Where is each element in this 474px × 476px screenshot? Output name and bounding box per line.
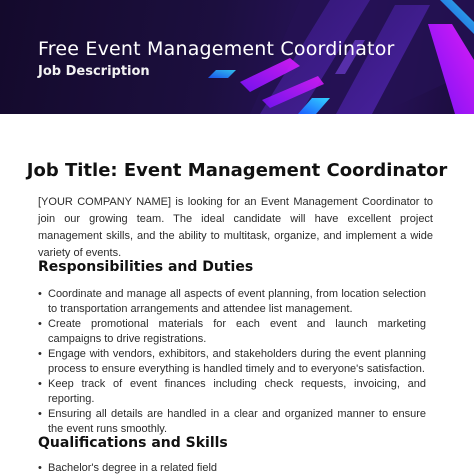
header-title: Free Event Management Coordinator: [38, 38, 395, 60]
list-item-text: Create promotional materials for each event and launch marketing campaigns to drive registrations.: [48, 318, 426, 345]
bullet-icon: •: [38, 348, 42, 360]
responsibilities-heading: Responsibilities and Duties: [38, 259, 254, 275]
list-item: [38, 347, 426, 377]
list-item: [38, 461, 426, 476]
qualifications-heading: Qualifications and Skills: [38, 435, 228, 451]
list-item: [38, 317, 426, 347]
header-subtitle: Job Description: [38, 64, 150, 79]
list-item-text: Keep track of event finances including check requests, invoicing, and reporting.: [48, 378, 426, 405]
bullet-icon: •: [38, 288, 42, 300]
job-title: Job Title: Event Management Coordinator: [26, 160, 448, 181]
list-item: [38, 407, 426, 437]
qualifications-list: [38, 461, 426, 476]
header-banner: [0, 0, 474, 114]
list-item-text: Bachelor's degree in a related field: [48, 462, 218, 474]
bullet-icon: •: [38, 318, 42, 330]
list-item-text: Ensuring all details are handled in a clear and organized manner to ensure the event runs smoothly.: [48, 408, 426, 435]
bullet-icon: •: [38, 378, 42, 390]
list-item: [38, 377, 426, 407]
responsibilities-list: [38, 287, 426, 437]
list-item-text: Coordinate and manage all aspects of event planning, from location selection to transportation arrangements and attendee list management.: [48, 288, 426, 315]
list-item: [38, 287, 426, 317]
list-item-text: Engage with vendors, exhibitors, and stakeholders during the event planning process to ensure everything is handled timely and to everyone's satisfaction.: [48, 348, 426, 375]
bullet-icon: •: [38, 462, 42, 474]
bullet-icon: •: [38, 408, 42, 420]
intro-paragraph: [YOUR COMPANY NAME] is looking for an Event Management Coordinator to join our growing team. The ideal candidate will have excellent project management skills, and the ability to multitask, organize, and implement a wide variety of events.: [38, 196, 433, 259]
